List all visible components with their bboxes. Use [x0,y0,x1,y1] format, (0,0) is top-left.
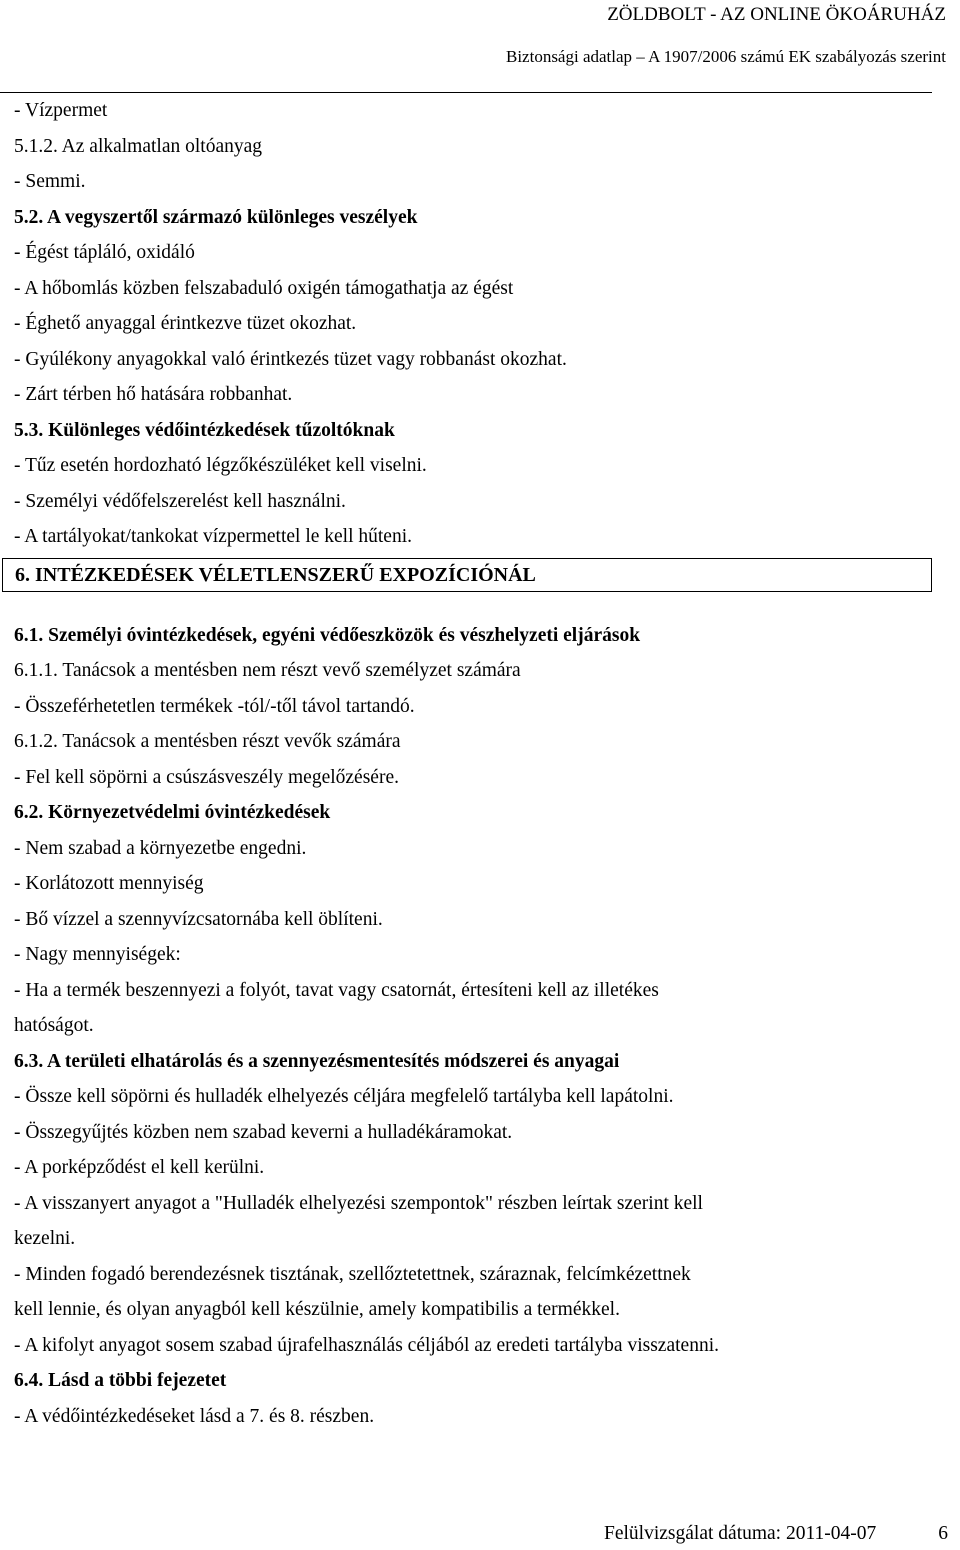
text-line: - A visszanyert anyagot a "Hulladék elhelyezési szempontok" részben leírtak szerint kell [14,1192,703,1214]
text-line: - Gyúlékony anyagokkal való érintkezés tüzet vagy robbanást okozhat. [14,348,567,370]
text-line: - A tartályokat/tankokat vízpermettel le kell hűteni. [14,526,412,547]
text-line: - Nem szabad a környezetbe engedni. [14,837,307,859]
header-subtitle: Biztonsági adatlap – A 1907/2006 számú EK szabályozás szerint [505,47,946,66]
text-line: - Vízpermet [14,100,108,121]
section-heading-6-2: 6.2. Környezetvédelmi óvintézkedések [14,802,331,823]
section-heading-6-1: 6.1. Személyi óvintézkedések, egyéni védőeszközök és vészhelyzeti eljárások [14,624,641,646]
section-6-title-box: 6. INTÉZKEDÉSEK VÉLETLENSZERŰ EXPOZÍCIÓNÁL [2,558,932,592]
text-line: hatóságot. [14,1015,94,1036]
text-line: - A védőintézkedéseket lásd a 7. és 8. részben. [14,1405,375,1427]
text-line: - Korlátozott mennyiség [14,873,204,894]
text-line: - Nagy mennyiségek: [14,944,181,965]
section-heading-5-2: 5.2. A vegyszertől származó különleges veszélyek [14,206,418,228]
page-footer [604,1523,948,1545]
text-line: - A porképződést el kell kerülni. [14,1157,265,1178]
text-line: 6.1.2. Tanácsok a mentésben részt vevők számára [14,731,401,752]
text-line: kell lennie, és olyan anyagból kell készülnie, amely kompatibilis a termékkel. [14,1299,620,1320]
section-heading-5-3: 5.3. Különleges védőintézkedések tűzoltóknak [14,419,395,441]
text-line: - A kifolyt anyagot sosem szabad újrafelhasználás céljából az eredeti tartályba visszatenni. [14,1334,719,1356]
text-line: - Tűz esetén hordozható légzőkészüléket kell viselni. [14,455,427,476]
text-line: - Ha a termék beszennyezi a folyót, tavat vagy csatornát, értesíteni kell az illetékes [14,979,659,1001]
document-body [14,93,934,1434]
section-heading-6-4: 6.4. Lásd a többi fejezetet [14,1370,227,1391]
spacer [14,592,934,618]
text-line: - Éghető anyaggal érintkezve tüzet okozhat. [14,313,357,334]
revision-date: Felülvizsgálat dátuma: 2011-04-07 [604,1523,877,1544]
text-line: - Fel kell söpörni a csúszásveszély megelőzésére. [14,766,399,788]
page-number: 6 [938,1523,948,1544]
text-line: - Bő vízzel a szennyvízcsatornába kell öblíteni. [14,908,383,930]
text-line: kezelni. [14,1228,76,1249]
text-line: - Összeférhetetlen termékek -tól/-től távol tartandó. [14,695,415,717]
text-line: - Zárt térben hő hatására robbanhat. [14,384,293,405]
text-line: 6.1.1. Tanácsok a mentésben nem részt vevő személyzet számára [14,660,521,681]
text-line: - Égést tápláló, oxidáló [14,242,195,263]
text-line: 5.1.2. Az alkalmatlan oltóanyag [14,135,263,157]
text-line: - Minden fogadó berendezésnek tisztának, szellőztetettnek, száraznak, felcímkézettnek [14,1263,691,1285]
text-line: - Össze kell söpörni és hulladék elhelyezés céljára megfelelő tartályba kell lapátolni. [14,1086,674,1107]
section-heading-6-3: 6.3. A területi elhatárolás és a szennyezésmentesítés módszerei és anyagai [14,1050,620,1072]
text-line: - A hőbomlás közben felszabaduló oxigén támogathatja az égést [14,277,514,299]
header-brand: ZÖLDBOLT - AZ ONLINE ÖKOÁRUHÁZ [607,4,946,25]
text-line: - Személyi védőfelszerelést kell használni. [14,490,346,512]
text-line: - Összegyűjtés közben nem szabad keverni a hulladékáramokat. [14,1121,513,1143]
text-line: - Semmi. [14,171,86,192]
